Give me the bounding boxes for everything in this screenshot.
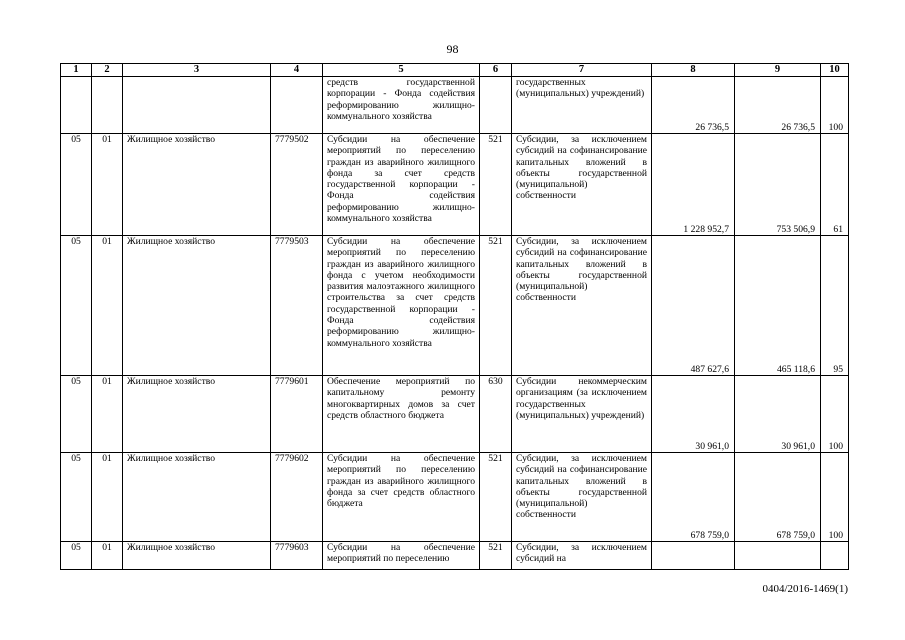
header-cell: 6 bbox=[480, 64, 512, 77]
execution-percent: 61 bbox=[821, 134, 849, 236]
table-row bbox=[61, 376, 849, 453]
expense-type-description: Субсидии некоммерческим организациям (за исключением государственных (муниципальных) учреждений) bbox=[512, 376, 652, 453]
header-cell: 8 bbox=[652, 64, 735, 77]
execution-percent bbox=[821, 542, 849, 570]
section-name: Жилищное хозяйство bbox=[123, 376, 271, 453]
budget-table bbox=[60, 63, 849, 570]
subsection-code: 01 bbox=[92, 134, 123, 236]
table-row bbox=[61, 134, 849, 236]
amount-executed: 26 736,5 bbox=[735, 77, 821, 134]
amount-executed: 465 118,6 bbox=[735, 236, 821, 376]
header-cell: 1 bbox=[61, 64, 92, 77]
expense-type-code: 521 bbox=[480, 134, 512, 236]
section-name: Жилищное хозяйство bbox=[123, 134, 271, 236]
expense-type-code: 521 bbox=[480, 453, 512, 542]
amount-planned: 26 736,5 bbox=[652, 77, 735, 134]
section-code bbox=[61, 77, 92, 134]
target-article-code: 7779503 bbox=[271, 236, 323, 376]
amount-executed: 30 961,0 bbox=[735, 376, 821, 453]
section-name: Жилищное хозяйство bbox=[123, 236, 271, 376]
expense-type-code: 521 bbox=[480, 542, 512, 570]
table-header-row bbox=[61, 64, 849, 77]
article-description: Обеспечение мероприятий по капитальному ремонту многоквартирных домов за счет средств областного бюджета bbox=[323, 376, 480, 453]
execution-percent: 100 bbox=[821, 77, 849, 134]
target-article-code: 7779601 bbox=[271, 376, 323, 453]
header-cell: 4 bbox=[271, 64, 323, 77]
header-cell: 2 bbox=[92, 64, 123, 77]
expense-type-description: государственных (муниципальных) учреждений) bbox=[512, 77, 652, 134]
target-article-code: 7779502 bbox=[271, 134, 323, 236]
execution-percent: 100 bbox=[821, 376, 849, 453]
section-name: Жилищное хозяйство bbox=[123, 542, 271, 570]
article-description: средств государственной корпорации - Фонда содействия реформированию жилищно-коммунального хозяйства bbox=[323, 77, 480, 134]
header-cell: 7 bbox=[512, 64, 652, 77]
amount-planned bbox=[652, 542, 735, 570]
article-description: Субсидии на обеспечение мероприятий по переселению граждан из аварийного жилищного фонда с учетом необходимости развития малоэтажного жилищного строительства за счет средств государственной корпорации - Фонда содействия реформированию жилищно-коммунального хозяйства bbox=[323, 236, 480, 376]
header-cell: 5 bbox=[323, 64, 480, 77]
subsection-code: 01 bbox=[92, 376, 123, 453]
subsection-code: 01 bbox=[92, 453, 123, 542]
table-row bbox=[61, 542, 849, 570]
table-row bbox=[61, 453, 849, 542]
amount-planned: 1 228 952,7 bbox=[652, 134, 735, 236]
section-name bbox=[123, 77, 271, 134]
subsection-code: 01 bbox=[92, 236, 123, 376]
subsection-code bbox=[92, 77, 123, 134]
amount-planned: 678 759,0 bbox=[652, 453, 735, 542]
execution-percent: 95 bbox=[821, 236, 849, 376]
section-code: 05 bbox=[61, 376, 92, 453]
table-row bbox=[61, 77, 849, 134]
section-name: Жилищное хозяйство bbox=[123, 453, 271, 542]
table-row bbox=[61, 236, 849, 376]
expense-type-description: Субсидии, за исключением субсидий на софинансирование капитальных вложений в объекты государственной (муниципальной) собственности bbox=[512, 134, 652, 236]
header-cell: 3 bbox=[123, 64, 271, 77]
target-article-code: 7779603 bbox=[271, 542, 323, 570]
article-description: Субсидии на обеспечение мероприятий по переселению bbox=[323, 542, 480, 570]
amount-executed bbox=[735, 542, 821, 570]
target-article-code: 7779602 bbox=[271, 453, 323, 542]
expense-type-code: 630 bbox=[480, 376, 512, 453]
expense-type-description: Субсидии, за исключением субсидий на софинансирование капитальных вложений в объекты государственной (муниципальной) собственности bbox=[512, 453, 652, 542]
section-code: 05 bbox=[61, 134, 92, 236]
execution-percent: 100 bbox=[821, 453, 849, 542]
article-description: Субсидии на обеспечение мероприятий по переселению граждан из аварийного жилищного фонда за счет средств областного бюджета bbox=[323, 453, 480, 542]
document-code: 0404/2016-1469(1) bbox=[762, 583, 848, 595]
amount-executed: 753 506,9 bbox=[735, 134, 821, 236]
expense-type-code: 521 bbox=[480, 236, 512, 376]
subsection-code: 01 bbox=[92, 542, 123, 570]
page-number: 98 bbox=[446, 42, 459, 56]
section-code: 05 bbox=[61, 236, 92, 376]
expense-type-description: Субсидии, за исключением субсидий на софинансирование капитальных вложений в объекты государственной (муниципальной) собственности bbox=[512, 236, 652, 376]
expense-type-description: Субсидии, за исключением субсидий на bbox=[512, 542, 652, 570]
amount-planned: 30 961,0 bbox=[652, 376, 735, 453]
amount-executed: 678 759,0 bbox=[735, 453, 821, 542]
expense-type-code bbox=[480, 77, 512, 134]
section-code: 05 bbox=[61, 542, 92, 570]
header-cell: 10 bbox=[821, 64, 849, 77]
section-code: 05 bbox=[61, 453, 92, 542]
amount-planned: 487 627,6 bbox=[652, 236, 735, 376]
article-description: Субсидии на обеспечение мероприятий по переселению граждан из аварийного жилищного фонда за счет средств государственной корпорации - Фонда содействия реформированию жилищно-коммунального хозяйства bbox=[323, 134, 480, 236]
target-article-code bbox=[271, 77, 323, 134]
header-cell: 9 bbox=[735, 64, 821, 77]
